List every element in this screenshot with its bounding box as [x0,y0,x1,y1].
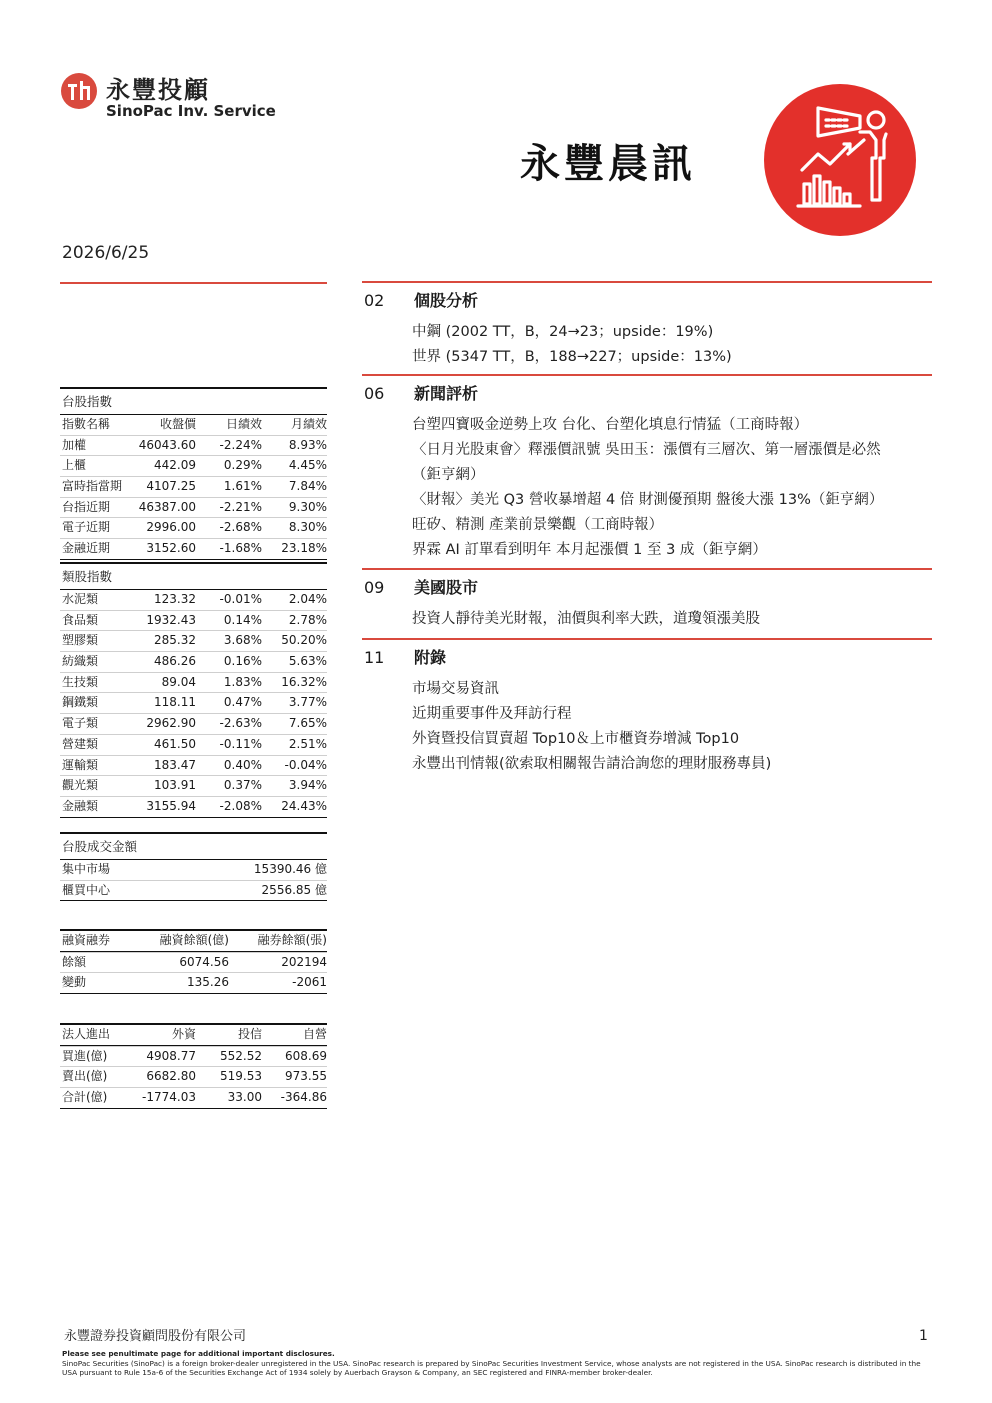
table-row [60,435,327,456]
table-row [60,692,327,713]
row-label: 電子近期 [62,520,111,535]
col-header: 日績效 [225,417,262,431]
table-row [60,589,327,610]
cell-value: 123.32 [154,592,196,606]
section-header [362,643,932,673]
row-label: 鋼鐵類 [62,695,99,710]
cell-value: 15390.46 億 [253,862,327,876]
cell-value: -0.11% [219,736,262,751]
cell-value: 4107.25 [146,479,196,494]
table-row [60,1066,327,1087]
table-row [60,610,327,631]
cell-value: 442.09 [154,458,196,473]
cell-value: 0.16% [223,654,262,669]
cell-value: -2061 [292,975,327,990]
cell-value: 89.04 [161,674,196,689]
section-item[interactable]: 市場交易資訊 [412,681,499,697]
table-row [60,755,327,776]
cell-value: -2.21% [219,499,262,514]
disclaimer-bold: Please see penultimate page for additional important disclosures. [62,1349,335,1358]
col-header: 收盤價 [159,417,196,431]
cell-value: 461.50 [154,736,196,751]
cell-value: 6074.56 [179,954,229,969]
cell-value: 46043.60 [138,437,196,452]
row-label: 電子類 [62,716,99,731]
section-item[interactable]: 近期重要事件及拜訪行程 [412,706,572,722]
tw-index-header-row [60,414,327,435]
section-title: 附錄 [414,648,447,667]
cell-value: 2.51% [288,736,327,751]
report-title: 永豐晨訊 [520,141,696,187]
table-row [60,630,327,651]
row-label: 營建類 [62,736,99,751]
section-news-commentary [362,374,932,563]
institutional-header-row [60,1023,327,1046]
disclaimer-text: SinoPac Securities (SinoPac) is a foreign broker-dealer unregistered in the USA. SinoPac research is prepared by SinoPac Securities Investment Service, whose analysts are not registered in the USA. SinoPac research is distributed in the USA pursuant to Rule 15a-6 of the Securities Exchange Act of 1934 solely by Auerbach Grayson & Company, an SEC registered and FINRA-member broker-dealer. [62,1358,921,1377]
section-appendix [362,638,932,777]
cell-value: 0.29% [223,458,262,473]
cell-value: 8.30% [288,520,327,535]
section-stock-analysis [362,281,932,370]
table-row [60,775,327,796]
left-divider [60,282,327,284]
section-divider [362,638,932,640]
cell-value: 519.53 [220,1069,262,1084]
institutional-table [60,1023,327,1109]
col-header: 投信 [237,1027,262,1041]
cell-value: -2.24% [219,437,262,452]
page-number: 1 [919,1328,928,1344]
table-row [60,1087,327,1109]
cell-value: 6682.80 [146,1069,196,1084]
cell-value: 8.93% [288,437,327,452]
table-row [60,972,327,994]
sector-index-table [60,562,327,818]
cell-value: 135.26 [187,975,229,990]
col-header: 外資 [171,1027,196,1041]
sector-index-caption: 類股指數 [60,562,327,589]
turnover-caption: 台股成交金額 [60,832,327,859]
tw-index-caption: 台股指數 [60,387,327,414]
disclaimer [62,1349,932,1378]
cell-value: 0.40% [223,757,262,772]
table-row [60,859,327,880]
row-label: 上櫃 [62,458,87,473]
cell-value: 24.43% [281,798,327,813]
report-date: 2026/6/25 [62,243,150,263]
cell-value: 3155.94 [146,798,196,813]
cell-value: 2556.85 億 [261,882,327,897]
row-label: 金融近期 [62,541,111,556]
row-label: 餘額 [62,954,87,969]
col-header: 融資餘額(億) [159,933,229,947]
table-row [60,1046,327,1067]
table-row [60,672,327,693]
row-label: 富時指當期 [62,479,123,494]
row-label: 塑膠類 [62,633,99,648]
cell-value: 103.91 [154,778,196,793]
cell-value: 23.18% [281,541,327,556]
cell-value: 973.55 [285,1069,327,1084]
col-header: 月績效 [290,417,327,431]
cell-value: 46387.00 [138,499,196,514]
margin-header-row [60,929,327,952]
analyst-telescope-chart-icon [764,84,916,236]
cell-value: 3.77% [288,695,327,710]
cell-value: -0.01% [219,592,262,606]
row-label: 食品類 [62,612,99,627]
section-title: 美國股市 [414,578,479,597]
logo-chinese-name: 永豐投顧 [106,76,210,104]
cell-value: 4908.77 [146,1048,196,1063]
section-item[interactable]: 界霖 AI 訂單看到明年 本月起漲價 1 至 3 成（鉅亨網） [412,542,767,558]
cell-value: -2.68% [219,520,262,535]
section-title: 新聞評析 [414,384,479,403]
margin-table [60,929,327,994]
cell-value: 33.00 [227,1090,262,1105]
col-header: 融資融券 [62,933,111,947]
section-item[interactable]: 〈財報〉美光 Q3 營收暴增超 4 倍 財測優預期 盤後大漲 13%（鉅亨網） [412,492,884,508]
section-page-number: 11 [364,648,385,667]
cell-value: 5.63% [288,654,327,669]
cell-value: 2996.00 [146,520,196,535]
row-label: 水泥類 [62,592,99,606]
cell-value: 3.94% [288,778,327,793]
cell-value: 16.32% [281,674,327,689]
section-divider [362,568,932,570]
cell-value: 486.26 [154,654,196,669]
row-label: 變動 [62,975,87,990]
table-row [60,476,327,497]
section-item[interactable]: 台塑四寶吸金逆勢上攻 台化、台塑化填息行情猛（工商時報） [412,417,809,433]
section-item[interactable]: （鉅亨網） [412,467,485,483]
cell-value: -1.68% [219,541,262,556]
cell-value: -0.04% [284,757,327,772]
cell-value: 4.45% [288,458,327,473]
cell-value: 183.47 [154,757,196,772]
row-label: 櫃買中心 [62,882,111,897]
row-label: 買進(億) [62,1048,108,1063]
cell-value: 0.14% [223,612,262,627]
cell-value: 3.68% [223,633,262,648]
row-label: 運輸類 [62,757,99,772]
section-item[interactable]: 外資暨投信買賣超 Top10＆上市櫃資券增減 Top10 [412,731,740,747]
table-row [60,497,327,518]
turnover-table [60,832,327,901]
section-item[interactable]: 永豐出刊情報(欲索取相關報告請洽詢您的理財服務專員) [412,756,772,772]
cell-value: 0.47% [223,695,262,710]
cell-value: 0.37% [223,778,262,793]
cell-value: 1932.43 [146,612,196,627]
table-row [60,455,327,476]
cell-value: 3152.60 [146,541,196,556]
sinopac-logo-icon [60,72,98,110]
row-label: 觀光類 [62,778,99,793]
table-row [60,713,327,734]
cell-value: -364.86 [280,1090,327,1105]
table-row [60,517,327,538]
cell-value: -2.63% [219,716,262,731]
section-item[interactable]: 〈日月光股東會〉釋漲價訊號 吳田玉：漲價有三層次、第一層漲價是必然 [412,442,881,458]
cell-value: 552.52 [220,1048,262,1063]
table-row [60,538,327,560]
section-divider [362,374,932,376]
row-label: 金融類 [62,798,99,813]
cell-value: 2.78% [288,612,327,627]
col-header: 自營 [302,1027,327,1041]
row-label: 集中市場 [62,862,111,876]
col-header: 融券餘額(張) [257,933,327,947]
section-item[interactable]: 投資人靜待美光財報，油價與利率大跌，道瓊領漲美股 [412,611,760,627]
cell-value: 7.84% [288,479,327,494]
section-header [362,379,932,409]
cell-value: 118.11 [154,695,196,710]
section-item[interactable]: 中鋼 (2002 TT，B，24→23；upside：19%) [412,324,714,340]
col-header: 法人進出 [62,1027,111,1041]
section-header [362,286,932,316]
section-page-number: 02 [364,291,385,310]
section-page-number: 06 [364,384,385,403]
row-label: 加權 [62,437,87,452]
logo-english-name: SinoPac Inv. Service [106,102,276,120]
company-logo [60,70,290,126]
row-label: 紡織類 [62,654,99,669]
table-row [60,880,327,902]
table-row [60,651,327,672]
row-label: 生技類 [62,674,99,689]
section-divider [362,281,932,283]
section-title: 個股分析 [414,291,479,310]
table-row [60,734,327,755]
cell-value: 9.30% [288,499,327,514]
cell-value: 1.83% [223,674,262,689]
section-item[interactable]: 旺矽、精測 產業前景樂觀（工商時報） [412,517,664,533]
row-label: 台指近期 [62,499,111,514]
section-page-number: 09 [364,578,385,597]
tw-index-table [60,387,327,560]
table-row [60,952,327,973]
section-item[interactable]: 世界 (5347 TT，B，188→227；upside：13%) [412,349,732,365]
col-header: 指數名稱 [62,417,111,431]
row-label: 賣出(億) [62,1069,108,1084]
cell-value: -1774.03 [142,1090,196,1105]
cell-value: 50.20% [281,633,327,648]
row-label: 合計(億) [62,1090,108,1105]
cell-value: 285.32 [154,633,196,648]
cell-value: 202194 [281,954,327,969]
cell-value: 7.65% [288,716,327,731]
cell-value: 2962.90 [146,716,196,731]
footer-company: 永豐證券投資顧問股份有限公司 [64,1329,247,1344]
cell-value: 2.04% [288,592,327,606]
section-us-market [362,568,932,632]
cell-value: -2.08% [219,798,262,813]
cell-value: 1.61% [223,479,262,494]
cell-value: 608.69 [285,1048,327,1063]
section-header [362,573,932,603]
table-row [60,796,327,818]
